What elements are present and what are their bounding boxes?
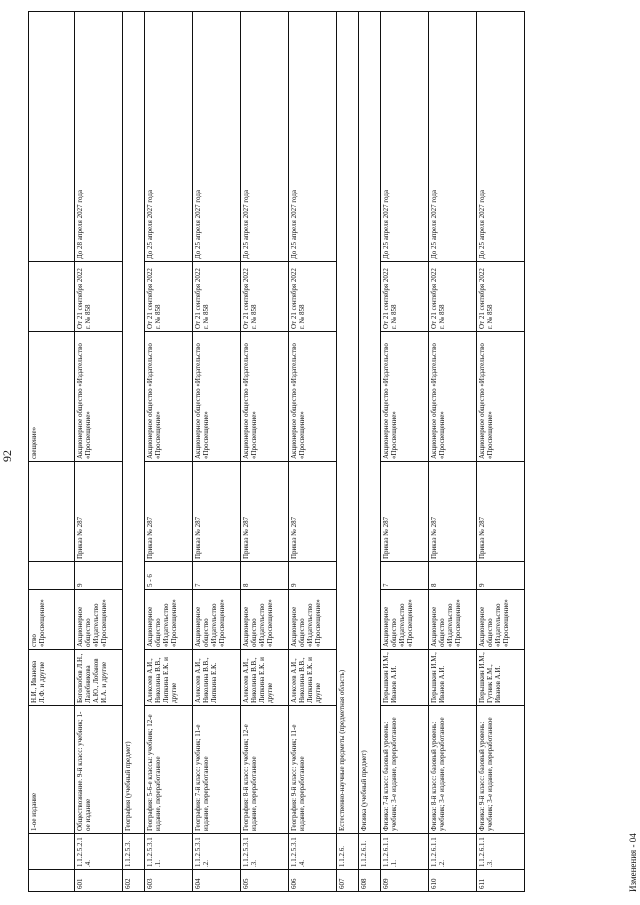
cell-publisher: Акционерное общество «Издательство «Просвещение» [381, 590, 429, 650]
cell-title: География: 5-6-е классы: учебник; 12-е издание, переработанное [145, 706, 193, 834]
cell-from: От 21 сентября 2022 г. № 858 [477, 262, 525, 332]
footer: Изменения - 04 [628, 833, 638, 892]
cell-until: До 25 апреля 2027 года [429, 12, 477, 262]
cell-publisher: Акционерное общество «Издательство «Просвещение» [75, 590, 123, 650]
cell-num: 608 [359, 870, 381, 892]
cell-until: До 25 апреля 2027 года [289, 12, 337, 262]
cell-grade: 7 [193, 562, 241, 590]
cell-order: Приказ № 287 [429, 462, 477, 562]
rotated-page [0, 12, 638, 892]
cell-from: От 21 сентября 2022 г. № 858 [193, 262, 241, 332]
cell-owner: Акционерное общество «Издательство «Просвещение» [477, 332, 525, 462]
table-row [75, 12, 123, 892]
table-row [429, 12, 477, 892]
cell-order: Приказ № 287 [381, 462, 429, 562]
cell-num: 610 [429, 870, 477, 892]
cell-code: 1.1.2.6.1.1.1. [381, 834, 429, 870]
cell-from: От 21 сентября 2022 г. № 858 [429, 262, 477, 332]
cell-order: Приказ № 287 [145, 462, 193, 562]
cell-code: 1.1.2.6.1.1.3. [477, 834, 525, 870]
cell-section-title: Естественно-научные предметы (предметная область) [337, 12, 359, 834]
cell-authors: Алексеев А.И., Николина В.В., Липкина Е.К. и другие [241, 650, 289, 706]
cell-order: Приказ № 287 [193, 462, 241, 562]
cell-owner: Акционерное общество «Издательство «Просвещение» [289, 332, 337, 462]
cell-publisher: Акционерное общество «Издательство «Просвещение» [241, 590, 289, 650]
section-row [337, 12, 359, 892]
cell-num: 607 [337, 870, 359, 892]
cell-until: До 25 апреля 2027 года [145, 12, 193, 262]
cell-until: До 25 апреля 2027 года [477, 12, 525, 262]
cell-code: 1.1.2.5.3. [123, 834, 145, 870]
cell-authors: Перышкин И.М., Иванов А.И. [429, 650, 477, 706]
cell-authors: Перышкин И.М., Гутник Е.М., Иванов А.И. [477, 650, 525, 706]
cell-owner: Акционерное общество «Издательство «Просвещение» [145, 332, 193, 462]
cell-title: Физика: 8-й класс: базовый уровень: учебник; 3-е издание, переработанное [429, 706, 477, 834]
cell-title: География: 7-й класс: учебник; 11-е издание, переработанное [193, 706, 241, 834]
table-row [145, 12, 193, 892]
cell-section-title: География (учебный предмет) [123, 12, 145, 834]
cell-title: Физика: 9-й класс: базовый уровень: учебник; 3-е издание, переработанное [477, 706, 525, 834]
cell-from: От 21 сентября 2022 г. № 858 [289, 262, 337, 332]
cell-grade: 9 [75, 562, 123, 590]
table-row [477, 12, 525, 892]
cell-code: 1.1.2.6.1.1.2. [429, 834, 477, 870]
cell-order: Приказ № 287 [477, 462, 525, 562]
cell-code: 1.1.2.5.2.1.4. [75, 834, 123, 870]
cell-title: Физика: 7-й класс: базовый уровень: учебник; 3-е издание, переработанное [381, 706, 429, 834]
cell-publisher: Акционерное общество «Издательство «Просвещение» [477, 590, 525, 650]
cell-from: От 21 сентября 2022 г. № 858 [381, 262, 429, 332]
cell-grade: 8 [429, 562, 477, 590]
cell-code: 1.1.2.5.3.1.2. [193, 834, 241, 870]
section-row [123, 12, 145, 892]
cell-authors: Алексеев А.И., Николина В.В., Липкина Е.К. и другие [289, 650, 337, 706]
cell-num: 604 [193, 870, 241, 892]
cell-publisher: Акционерное общество «Издательство «Просвещение» [145, 590, 193, 650]
table-row [241, 12, 289, 892]
cell-title: 1-ое издание [29, 706, 75, 834]
table-row [381, 12, 429, 892]
cell-code: 1.1.2.5.3.1.1. [145, 834, 193, 870]
cell-publisher: Акционерное общество «Издательство «Просвещение» [289, 590, 337, 650]
cell-num: 601 [75, 870, 123, 892]
cell-title: География: 9-й класс: учебник; 11-е издание, переработанное [289, 706, 337, 834]
cell-title: География: 8-й класс: учебник; 12-е издание, переработанное [241, 706, 289, 834]
cell-until: До 25 апреля 2027 года [381, 12, 429, 262]
textbook-table [28, 11, 525, 892]
cell-owner: Акционерное общество «Издательство «Просвещение» [241, 332, 289, 462]
cell-code: 1.1.2.6. [337, 834, 359, 870]
section-row [359, 12, 381, 892]
cell-grade: 9 [289, 562, 337, 590]
cell-owner: свещение» [29, 332, 75, 462]
cell-until: До 28 апреля 2027 года [75, 12, 123, 262]
cell-from: От 21 сентября 2022 г. № 858 [241, 262, 289, 332]
cell-num: 605 [241, 870, 289, 892]
cell-num: 603 [145, 870, 193, 892]
cell-authors: Боголюбов Л.Н., Лазебникова А.Ю., Лобанов И.А. и другие [75, 650, 123, 706]
cell-grade: 8 [241, 562, 289, 590]
cell-order: Приказ № 287 [75, 462, 123, 562]
table-row [193, 12, 241, 892]
cell-authors: Перышкин И.М., Иванов А.И. [381, 650, 429, 706]
cell-section-title: Физика (учебный предмет) [359, 12, 381, 834]
table-row [289, 12, 337, 892]
cell-num: 611 [477, 870, 525, 892]
cell-owner: Акционерное общество «Издательство «Просвещение» [193, 332, 241, 462]
cell-order: Приказ № 287 [289, 462, 337, 562]
cell-grade: 9 [477, 562, 525, 590]
cell-code: 1.1.2.6.1. [359, 834, 381, 870]
cell-authors: Н.И., Иванова Л.Ф. и другие [29, 650, 75, 706]
cell-authors: Алексеев А.И., Николина В.В., Липкина Е.К. и другие [145, 650, 193, 706]
cell-owner: Акционерное общество «Издательство «Просвещение» [381, 332, 429, 462]
cell-from: От 21 сентября 2022 г. № 858 [75, 262, 123, 332]
page-number: 92 [0, 450, 14, 462]
table-row-top [29, 12, 75, 892]
cell-publisher: ство «Просвещение» [29, 590, 75, 650]
cell-authors: Алексеев А.И., Николина В.В., Липкина Е.К. [193, 650, 241, 706]
cell-title: Обществознание. 9-й класс: учебник; 1-ое издание [75, 706, 123, 834]
cell-order: Приказ № 287 [241, 462, 289, 562]
cell-from: От 21 сентября 2022 г. № 858 [145, 262, 193, 332]
cell-publisher: Акционерное общество «Издательство «Просвещение» [193, 590, 241, 650]
cell-until: До 25 апреля 2027 года [241, 12, 289, 262]
cell-publisher: Акционерное общество «Издательство «Просвещение» [429, 590, 477, 650]
cell-code: 1.1.2.5.3.1.3. [241, 834, 289, 870]
cell-grade: 5 - 6 [145, 562, 193, 590]
cell-code: 1.1.2.5.3.1.4. [289, 834, 337, 870]
cell-num: 606 [289, 870, 337, 892]
cell-grade: 7 [381, 562, 429, 590]
cell-num: 602 [123, 870, 145, 892]
cell-until: До 25 апреля 2027 года [193, 12, 241, 262]
cell-owner: Акционерное общество «Издательство «Просвещение» [75, 332, 123, 462]
cell-owner: Акционерное общество «Издательство «Просвещение» [429, 332, 477, 462]
cell-num: 609 [381, 870, 429, 892]
